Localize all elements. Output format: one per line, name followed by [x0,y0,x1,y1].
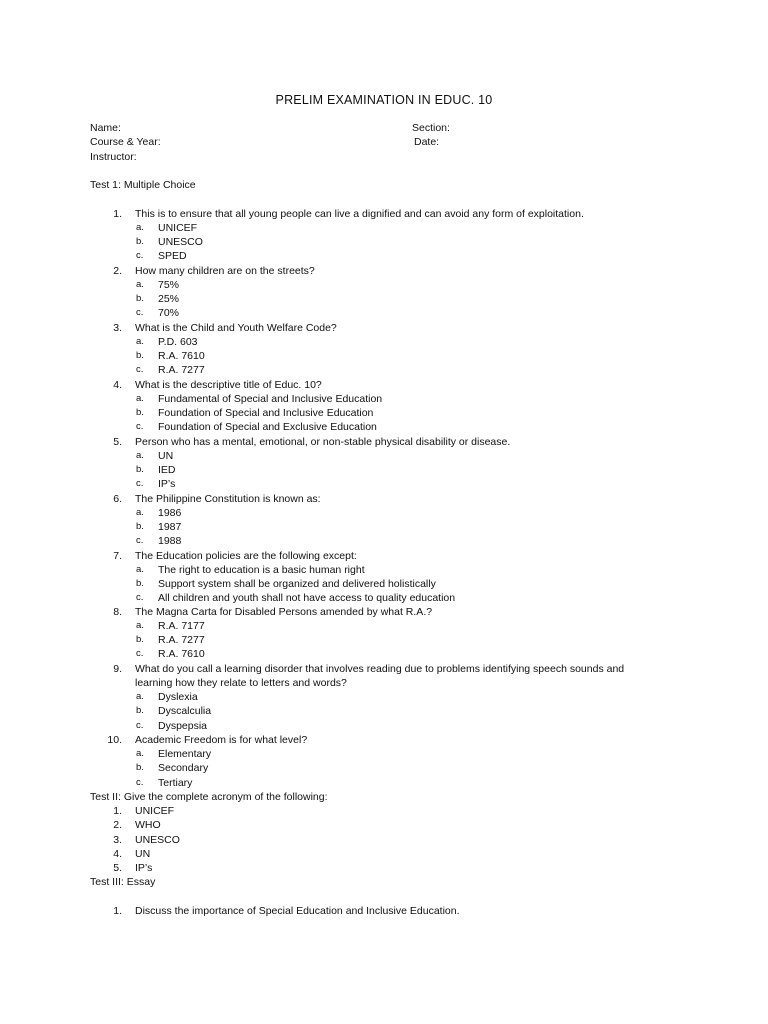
option-text: Dyscalculia [158,705,212,717]
item-text: UNICEF [135,805,175,817]
question-number: 6. [113,493,122,505]
question-text: How many children are on the streets? [135,265,315,277]
question-number: 1. [113,208,122,220]
option-letter: a. [136,393,144,404]
question-number: 8. [113,606,122,618]
item-number: 1. [113,805,122,817]
item-text: UNESCO [135,834,180,846]
option-text: All children and youth shall not have access to quality education [158,592,456,604]
question-number: 5. [113,436,122,448]
option-text: Fundamental of Special and Inclusive Education [158,393,383,405]
option-text: UN [158,450,174,462]
question-number: 3. [113,322,122,334]
option-text: Dyslexia [158,691,198,703]
option-letter: a. [136,279,144,290]
option-text: Tertiary [158,777,193,789]
question-text: What is the Child and Youth Welfare Code? [135,322,337,334]
option-text: SPED [158,250,187,262]
item-number: 1. [113,905,122,917]
question-text: The Education policies are the following except: [135,550,357,562]
question-text: What do you call a learning disorder that involves reading due to problems identifying speech sounds and learning how they relate to letters and words? [135,663,625,690]
item-text: Discuss the importance of Special Education and Inclusive Education. [135,905,460,917]
option-text: Dyspepsia [158,720,208,732]
option-text: 1988 [158,535,182,547]
option-text: R.A. 7177 [158,620,205,632]
item-number: 2. [113,819,122,831]
question-number: 7. [113,550,122,562]
item-text: IP’s [135,862,153,874]
question-number: 10. [107,734,122,746]
option-letter: c. [136,535,144,546]
question-number: 9. [113,663,122,675]
option-letter: c. [136,478,144,489]
option-text: UNESCO [158,236,203,248]
option-letter: a. [136,222,144,233]
option-letter: c. [136,421,144,432]
option-letter: b. [136,236,144,247]
option-letter: b. [136,705,144,716]
option-letter: a. [136,450,144,461]
instructor-label: Instructor: [90,151,137,163]
name-label: Name: [90,122,121,134]
option-letter: c. [136,777,144,788]
option-letter: a. [136,564,144,575]
option-letter: a. [136,507,144,518]
option-text: 70% [158,307,180,319]
item-number: 3. [113,834,122,846]
test1-heading: Test 1: Multiple Choice [90,179,196,191]
option-text: P.D. 603 [158,336,198,348]
option-letter: b. [136,293,144,304]
question-text: Academic Freedom is for what level? [135,734,308,746]
option-text: 1986 [158,507,182,519]
option-text: Foundation of Special and Inclusive Education [158,407,374,419]
question-text: The Philippine Constitution is known as: [135,493,321,505]
question-text: What is the descriptive title of Educ. 10? [135,379,322,391]
question-text: Person who has a mental, emotional, or non-stable physical disability or disease. [135,436,511,448]
option-text: R.A. 7277 [158,634,205,646]
option-letter: b. [136,407,144,418]
option-text: Support system shall be organized and delivered holistically [158,578,436,590]
section-label: Section: [412,122,450,134]
test2-heading: Test II: Give the complete acronym of the following: [90,791,328,803]
option-letter: c. [136,648,144,659]
option-letter: c. [136,720,144,731]
option-text: 1987 [158,521,182,533]
option-letter: b. [136,762,144,773]
option-letter: c. [136,364,144,375]
option-letter: a. [136,336,144,347]
option-letter: b. [136,634,144,645]
item-number: 5. [113,862,122,874]
option-text: R.A. 7277 [158,364,205,376]
item-number: 4. [113,848,122,860]
course-year-label: Course & Year: [90,136,161,148]
option-text: The right to education is a basic human right [158,564,365,576]
option-letter: c. [136,250,144,261]
option-letter: a. [136,691,144,702]
question-number: 4. [113,379,122,391]
option-letter: b. [136,464,144,475]
option-text: Foundation of Special and Exclusive Education [158,421,377,433]
option-letter: b. [136,521,144,532]
question-number: 2. [113,265,122,277]
option-letter: a. [136,620,144,631]
option-text: IED [158,464,176,476]
option-text: Elementary [158,748,212,760]
option-text: UNICEF [158,222,198,234]
exam-title: PRELIM EXAMINATION IN EDUC. 10 [275,93,493,107]
item-text: UN [135,848,151,860]
date-label: Date: [414,136,440,148]
option-text: R.A. 7610 [158,350,205,362]
option-letter: b. [136,578,144,589]
question-text: This is to ensure that all young people can live a dignified and can avoid any form of exploitation. [135,208,584,220]
option-text: R.A. 7610 [158,648,205,660]
option-text: Secondary [158,762,209,774]
item-text: WHO [135,819,161,831]
option-letter: c. [136,592,144,603]
question-text: The Magna Carta for Disabled Persons amended by what R.A.? [135,606,433,618]
option-letter: c. [136,307,144,318]
test3-heading: Test III: Essay [90,876,156,888]
option-text: 75% [158,279,180,291]
option-text: 25% [158,293,180,305]
option-text: IP’s [158,478,176,490]
option-letter: a. [136,748,144,759]
option-letter: b. [136,350,144,361]
